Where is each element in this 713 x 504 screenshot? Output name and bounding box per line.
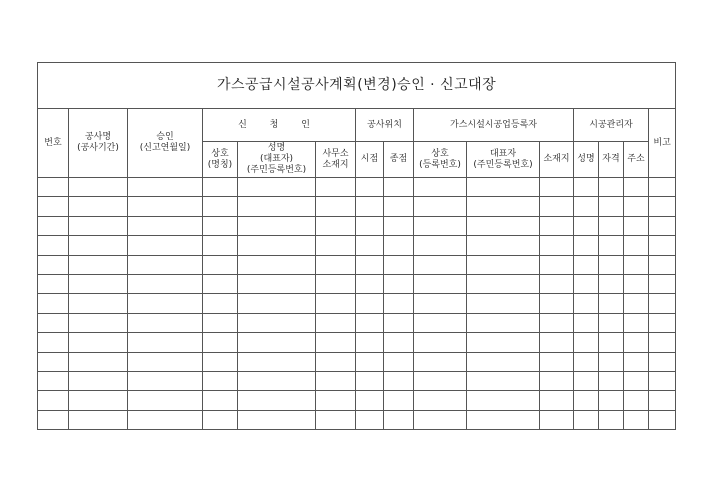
ledger-cell[interactable] [316, 294, 356, 313]
ledger-row [38, 333, 676, 352]
ledger-cell[interactable] [316, 333, 356, 352]
ledger-cell[interactable] [649, 410, 676, 429]
ledger-cell[interactable] [38, 371, 69, 390]
ledger-cell[interactable] [649, 216, 676, 235]
ledger-row [38, 216, 676, 235]
header-applicant-name: 성명 (대표자) (주민등록번호) [238, 142, 316, 178]
ledger-cell[interactable] [128, 274, 203, 293]
ledger-row [38, 410, 676, 429]
ledger-cell[interactable] [203, 333, 238, 352]
ledger-cell[interactable] [128, 313, 203, 332]
ledger-cell[interactable] [599, 313, 624, 332]
ledger-cell[interactable] [316, 352, 356, 371]
ledger-cell[interactable] [540, 371, 574, 390]
ledger-cell[interactable] [540, 255, 574, 274]
ledger-cell[interactable] [316, 313, 356, 332]
ledger-cell[interactable] [38, 410, 69, 429]
ledger-cell[interactable] [38, 178, 69, 197]
header-applicant: 신 청 인 [203, 109, 356, 142]
ledger-cell[interactable] [599, 255, 624, 274]
ledger-cell[interactable] [356, 274, 384, 293]
ledger-cell[interactable] [384, 333, 414, 352]
ledger-cell[interactable] [574, 333, 599, 352]
ledger-cell[interactable] [356, 197, 384, 216]
header-applicant-trade: 상호 (명칭) [203, 142, 238, 178]
ledger-cell[interactable] [649, 274, 676, 293]
ledger-cell[interactable] [316, 197, 356, 216]
ledger-cell[interactable] [356, 352, 384, 371]
ledger-cell[interactable] [38, 255, 69, 274]
ledger-cell[interactable] [624, 333, 649, 352]
ledger-cell[interactable] [414, 178, 467, 197]
ledger-cell[interactable] [203, 313, 238, 332]
ledger-cell[interactable] [356, 410, 384, 429]
ledger-cell[interactable] [316, 371, 356, 390]
ledger-cell[interactable] [38, 352, 69, 371]
ledger-cell[interactable] [203, 236, 238, 255]
ledger-cell[interactable] [624, 197, 649, 216]
ledger-cell[interactable] [467, 333, 540, 352]
ledger-cell[interactable] [384, 313, 414, 332]
ledger-cell[interactable] [384, 216, 414, 235]
ledger-cell[interactable] [128, 333, 203, 352]
ledger-cell[interactable] [384, 294, 414, 313]
ledger-cell[interactable] [128, 236, 203, 255]
ledger-cell[interactable] [624, 313, 649, 332]
ledger-cell[interactable] [414, 333, 467, 352]
ledger-cell[interactable] [540, 178, 574, 197]
ledger-cell[interactable] [69, 391, 128, 410]
ledger-row [38, 197, 676, 216]
ledger-cell[interactable] [649, 352, 676, 371]
ledger-cell[interactable] [414, 197, 467, 216]
ledger-cell[interactable] [414, 274, 467, 293]
ledger-cell[interactable] [649, 294, 676, 313]
ledger-cell[interactable] [414, 313, 467, 332]
ledger-cell[interactable] [38, 333, 69, 352]
ledger-cell[interactable] [624, 352, 649, 371]
ledger-cell[interactable] [69, 313, 128, 332]
ledger-cell[interactable] [38, 294, 69, 313]
ledger-cell[interactable] [128, 410, 203, 429]
ledger-cell[interactable] [649, 255, 676, 274]
ledger-cell[interactable] [574, 391, 599, 410]
ledger-cell[interactable] [38, 216, 69, 235]
ledger-cell[interactable] [203, 274, 238, 293]
ledger-cell[interactable] [599, 216, 624, 235]
ledger-cell[interactable] [624, 178, 649, 197]
header-contractor-rep: 대표자 (주민등록번호) [467, 142, 540, 178]
ledger-rows [38, 178, 676, 430]
ledger-cell[interactable] [316, 216, 356, 235]
ledger-cell[interactable] [467, 313, 540, 332]
ledger-cell[interactable] [467, 216, 540, 235]
ledger-row [38, 178, 676, 197]
ledger-cell[interactable] [624, 255, 649, 274]
ledger-cell[interactable] [574, 197, 599, 216]
ledger-cell[interactable] [624, 294, 649, 313]
ledger-cell[interactable] [599, 274, 624, 293]
ledger-cell[interactable] [316, 274, 356, 293]
ledger-cell[interactable] [316, 255, 356, 274]
ledger-cell[interactable] [540, 333, 574, 352]
ledger-cell[interactable] [574, 410, 599, 429]
ledger-cell[interactable] [128, 391, 203, 410]
ledger-cell[interactable] [38, 197, 69, 216]
ledger-cell[interactable] [467, 294, 540, 313]
ledger-cell[interactable] [356, 216, 384, 235]
ledger-cell[interactable] [384, 236, 414, 255]
ledger-cell[interactable] [384, 371, 414, 390]
ledger-cell[interactable] [203, 352, 238, 371]
ledger-cell[interactable] [316, 178, 356, 197]
ledger-cell[interactable] [624, 216, 649, 235]
ledger-cell[interactable] [238, 255, 316, 274]
ledger-cell[interactable] [599, 333, 624, 352]
ledger-cell[interactable] [356, 178, 384, 197]
ledger-cell[interactable] [238, 313, 316, 332]
ledger-cell[interactable] [649, 333, 676, 352]
ledger-cell[interactable] [540, 236, 574, 255]
ledger-cell[interactable] [574, 313, 599, 332]
ledger-cell[interactable] [599, 197, 624, 216]
ledger-cell[interactable] [38, 313, 69, 332]
ledger-cell[interactable] [599, 352, 624, 371]
ledger-cell[interactable] [384, 410, 414, 429]
ledger-cell[interactable] [599, 236, 624, 255]
ledger-cell[interactable] [414, 352, 467, 371]
ledger-cell[interactable] [69, 410, 128, 429]
ledger-cell[interactable] [467, 197, 540, 216]
ledger-cell[interactable] [128, 216, 203, 235]
ledger-cell[interactable] [467, 410, 540, 429]
ledger-cell[interactable] [238, 391, 316, 410]
ledger-cell[interactable] [649, 236, 676, 255]
ledger-cell[interactable] [69, 274, 128, 293]
ledger-cell[interactable] [467, 274, 540, 293]
ledger-cell[interactable] [128, 197, 203, 216]
header-contractor-address: 소재지 [540, 142, 574, 178]
header-manager: 시공관리자 [574, 109, 649, 142]
ledger-cell[interactable] [203, 197, 238, 216]
ledger-row [38, 236, 676, 255]
ledger-cell[interactable] [467, 371, 540, 390]
ledger-cell[interactable] [599, 391, 624, 410]
ledger-cell[interactable] [540, 352, 574, 371]
ledger-cell[interactable] [649, 178, 676, 197]
ledger-row [38, 274, 676, 293]
ledger-cell[interactable] [128, 178, 203, 197]
ledger-cell[interactable] [599, 410, 624, 429]
ledger-cell[interactable] [128, 352, 203, 371]
ledger-cell[interactable] [69, 333, 128, 352]
header-approval: 승인 (신고연월일) [128, 109, 203, 178]
ledger-cell[interactable] [238, 197, 316, 216]
ledger-cell[interactable] [467, 352, 540, 371]
ledger-cell[interactable] [467, 236, 540, 255]
ledger-row [38, 391, 676, 410]
ledger-cell[interactable] [540, 410, 574, 429]
ledger-cell[interactable] [69, 197, 128, 216]
ledger-cell[interactable] [384, 274, 414, 293]
header-project-name: 공사명 (공사기간) [69, 109, 128, 178]
ledger-cell[interactable] [384, 197, 414, 216]
ledger-cell[interactable] [238, 410, 316, 429]
ledger-cell[interactable] [203, 216, 238, 235]
ledger-cell[interactable] [38, 274, 69, 293]
ledger-cell[interactable] [69, 294, 128, 313]
ledger-cell[interactable] [238, 178, 316, 197]
ledger-cell[interactable] [316, 236, 356, 255]
ledger-cell[interactable] [356, 236, 384, 255]
ledger-cell[interactable] [128, 294, 203, 313]
ledger-cell[interactable] [356, 313, 384, 332]
header-manager-address: 주소 [624, 142, 649, 178]
ledger-cell[interactable] [238, 371, 316, 390]
ledger-cell[interactable] [599, 371, 624, 390]
ledger-row [38, 313, 676, 332]
ledger-cell[interactable] [624, 274, 649, 293]
ledger-cell[interactable] [69, 178, 128, 197]
ledger-cell[interactable] [467, 178, 540, 197]
ledger-row [38, 352, 676, 371]
ledger-cell[interactable] [467, 391, 540, 410]
ledger-cell[interactable] [69, 371, 128, 390]
ledger-cell[interactable] [624, 236, 649, 255]
header-site: 공사위치 [356, 109, 414, 142]
ledger-cell[interactable] [69, 352, 128, 371]
header-number: 번호 [38, 109, 69, 178]
ledger-row [38, 371, 676, 390]
ledger-cell[interactable] [316, 391, 356, 410]
ledger-cell[interactable] [128, 371, 203, 390]
ledger-cell[interactable] [384, 391, 414, 410]
ledger-cell[interactable] [38, 391, 69, 410]
ledger-cell[interactable] [414, 391, 467, 410]
ledger-cell[interactable] [384, 352, 414, 371]
ledger-cell[interactable] [599, 178, 624, 197]
ledger-cell[interactable] [203, 410, 238, 429]
ledger-cell[interactable] [238, 216, 316, 235]
ledger-cell[interactable] [238, 236, 316, 255]
ledger-cell[interactable] [649, 391, 676, 410]
ledger-cell[interactable] [238, 333, 316, 352]
ledger-row [38, 294, 676, 313]
ledger-cell[interactable] [203, 391, 238, 410]
ledger-cell[interactable] [38, 236, 69, 255]
header-manager-qualification: 자격 [599, 142, 624, 178]
ledger-cell[interactable] [649, 197, 676, 216]
ledger-cell[interactable] [467, 255, 540, 274]
ledger-cell[interactable] [624, 371, 649, 390]
ledger-cell[interactable] [540, 294, 574, 313]
ledger-cell[interactable] [384, 255, 414, 274]
ledger-cell[interactable] [69, 255, 128, 274]
ledger-cell[interactable] [356, 333, 384, 352]
ledger-cell[interactable] [356, 371, 384, 390]
ledger-cell[interactable] [414, 410, 467, 429]
ledger-cell[interactable] [356, 294, 384, 313]
ledger-cell[interactable] [624, 391, 649, 410]
ledger-cell[interactable] [574, 178, 599, 197]
ledger-cell[interactable] [414, 216, 467, 235]
ledger-cell[interactable] [574, 216, 599, 235]
ledger-cell[interactable] [574, 255, 599, 274]
header-contractor-trade: 상호 (등록번호) [414, 142, 467, 178]
ledger-cell[interactable] [238, 294, 316, 313]
ledger-cell[interactable] [574, 274, 599, 293]
ledger-table [37, 62, 676, 430]
ledger-cell[interactable] [540, 274, 574, 293]
ledger-cell[interactable] [384, 178, 414, 197]
ledger-row [38, 255, 676, 274]
header-remarks: 비고 [649, 109, 676, 178]
ledger-cell[interactable] [624, 410, 649, 429]
ledger-cell[interactable] [540, 313, 574, 332]
ledger-cell[interactable] [649, 371, 676, 390]
ledger-cell[interactable] [414, 236, 467, 255]
ledger-cell[interactable] [540, 197, 574, 216]
header-site-end: 종점 [384, 142, 414, 178]
ledger-cell[interactable] [238, 274, 316, 293]
ledger-cell[interactable] [414, 255, 467, 274]
ledger-cell[interactable] [238, 352, 316, 371]
ledger-cell[interactable] [574, 294, 599, 313]
ledger-cell[interactable] [414, 371, 467, 390]
ledger-cell[interactable] [599, 294, 624, 313]
ledger-cell[interactable] [203, 255, 238, 274]
ledger-cell[interactable] [128, 255, 203, 274]
header-manager-name: 성명 [574, 142, 599, 178]
ledger-cell[interactable] [574, 371, 599, 390]
ledger-cell[interactable] [203, 178, 238, 197]
ledger-cell[interactable] [540, 391, 574, 410]
ledger-cell[interactable] [203, 371, 238, 390]
ledger-cell[interactable] [316, 410, 356, 429]
header-site-start: 시점 [356, 142, 384, 178]
header-applicant-office: 사무소 소재지 [316, 142, 356, 178]
ledger-cell[interactable] [540, 216, 574, 235]
ledger-cell[interactable] [69, 216, 128, 235]
header-contractor: 가스시설시공업등록자 [414, 109, 574, 142]
ledger-cell[interactable] [414, 294, 467, 313]
ledger-title: 가스공급시설공사계획(변경)승인 · 신고대장 [38, 63, 676, 109]
ledger-cell[interactable] [574, 236, 599, 255]
ledger-cell[interactable] [574, 352, 599, 371]
ledger-cell[interactable] [649, 313, 676, 332]
ledger-cell[interactable] [356, 255, 384, 274]
ledger-cell[interactable] [69, 236, 128, 255]
ledger-cell[interactable] [356, 391, 384, 410]
ledger-cell[interactable] [203, 294, 238, 313]
